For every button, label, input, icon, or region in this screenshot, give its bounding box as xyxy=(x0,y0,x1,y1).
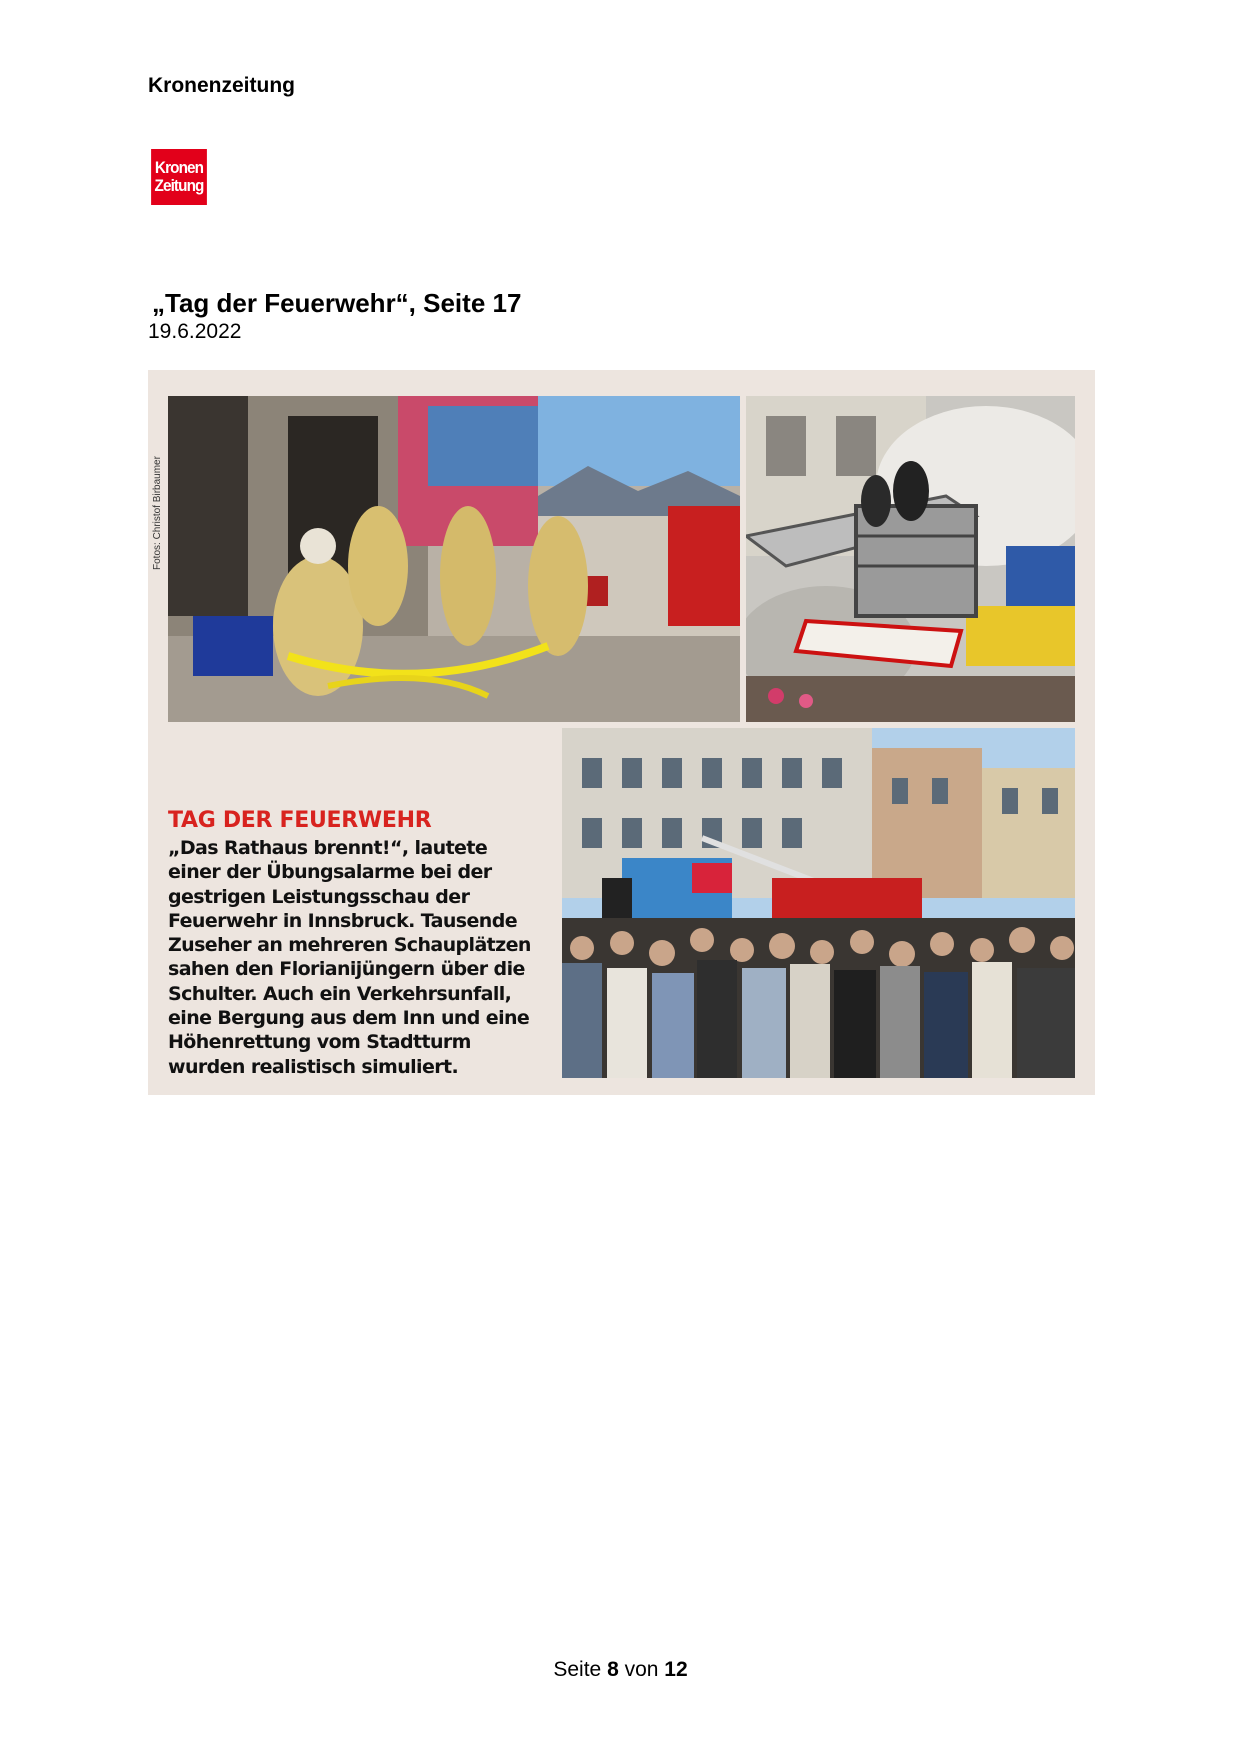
kronen-zeitung-logo xyxy=(151,149,207,205)
newspaper-clipping xyxy=(148,370,1095,1095)
caption-line: „Das Rathaus brennt!“, lautete xyxy=(168,837,488,859)
caption-line: Höhenrettung vom Stadtturm xyxy=(168,1031,471,1054)
photo-crowd-square xyxy=(562,728,1075,1078)
caption-line: Feuerwehr in Innsbruck. Tausende xyxy=(168,909,518,932)
caption-line: wurden realistisch simuliert. xyxy=(168,1055,459,1078)
photo-ladder-basket xyxy=(746,396,1075,722)
article-title: „Tag der Feuerwehr“, Seite 17 xyxy=(152,288,522,318)
caption-line: gestrigen Leistungsschau der xyxy=(168,885,470,908)
caption-line: Schulter. Auch ein Verkehrsunfall, xyxy=(168,982,512,1005)
logo-line-1: Kronen xyxy=(154,158,204,177)
caption-line: eine Bergung aus dem Inn und eine xyxy=(168,1007,530,1030)
footer-prefix: Seite xyxy=(553,1658,602,1681)
caption-text xyxy=(168,836,548,1079)
article-date: 19.6.2022 xyxy=(148,320,242,343)
page-footer xyxy=(0,1658,1241,1682)
caption-line: einer der Übungsalarme bei der xyxy=(168,861,492,884)
caption-line: Zuseher an mehreren Schauplätzen xyxy=(168,934,531,957)
publication-name: Kronenzeitung xyxy=(148,74,295,97)
logo-line-2: Zeitung xyxy=(154,176,204,195)
caption-title: TAG DER FEUERWEHR xyxy=(168,808,432,833)
total-page-count: 12 xyxy=(664,1658,688,1681)
current-page-number: 8 xyxy=(607,1658,619,1681)
photo-credit: Fotos: Christof Birbaumer xyxy=(152,456,163,570)
footer-middle: von xyxy=(624,1658,659,1681)
photo-firefighters-street xyxy=(168,396,740,722)
caption-line: sahen den Florianijüngern über die xyxy=(168,958,525,981)
